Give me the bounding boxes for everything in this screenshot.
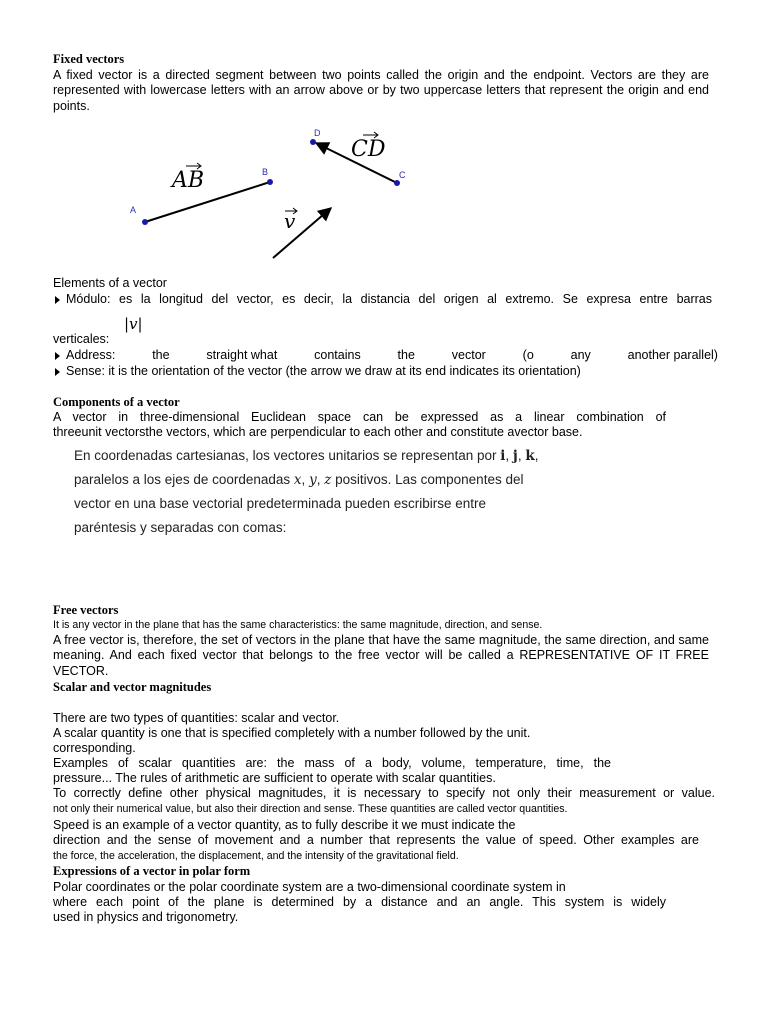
vector-ab-arrow xyxy=(145,182,270,222)
unit-vector-j: j xyxy=(512,448,518,464)
verticales-text: verticales: xyxy=(53,332,110,346)
scalar-line10: the force, the acceleration, the displacement, and the intensity of the gravitational field. xyxy=(53,850,459,862)
components-heading: Components of a vector xyxy=(53,395,180,409)
point-a xyxy=(142,219,148,225)
polar-heading: Expressions of a vector in polar form xyxy=(53,864,251,878)
point-c xyxy=(394,180,400,186)
axis-z: z xyxy=(324,472,332,488)
unit-vector-i: i xyxy=(500,448,506,464)
scalar-heading: Scalar and vector magnitudes xyxy=(53,680,212,694)
vector-v-arrow xyxy=(273,208,331,258)
cartesian-line2: paralelos a los ejes de coordenadas x, y, z positivos. Las componentes del xyxy=(74,472,524,488)
modulo-math: |v| xyxy=(124,315,143,333)
components-line1: A vector in three-dimensional Euclidean space can be expressed as a linear combination of xyxy=(53,410,666,424)
scalar-line1: There are two types of quantities: scalar and vector. xyxy=(53,711,340,725)
math-cd-label: CD xyxy=(351,137,386,162)
address-label: Address: xyxy=(66,348,116,362)
bullet-modulo xyxy=(55,292,712,307)
fixed-vectors-paragraph: A fixed vector is a directed segment between two points called the origin and the endpoint. Vectors are they are represented with lowercase letters with an arrow above or by two uppercase letters that represent the origin and end points. xyxy=(53,68,709,113)
cartesian-text: positivos. Las componentes del xyxy=(335,472,524,487)
polar-line2: where each point of the plane is determined by a distance and an angle. This system is widely xyxy=(53,895,666,909)
cartesian-text: paralelos a los ejes de coordenadas xyxy=(74,472,291,487)
address-word: contains xyxy=(314,348,361,362)
free-vectors-paragraph: A free vector is, therefore, the set of vectors in the plane that have the same magnitude, the same direction, and same meaning. And each fixed vector that belongs to the free vector will be called a REPRESENTATIVE OF IT FREE VECTOR. xyxy=(53,633,709,678)
address-word: any xyxy=(570,348,591,362)
point-d xyxy=(310,139,316,145)
cartesian-text: En coordenadas cartesianas, los vectores unitarios se representan por xyxy=(74,448,497,463)
free-vectors-line1: It is any vector in the plane that has the same characteristics: the same magnitude, direction, and sense. xyxy=(53,619,543,631)
scalar-line7: not only their numerical value, but also their direction and sense. These quantities are called vector quantities. xyxy=(53,803,568,815)
cartesian-line3: vector en una base vectorial predeterminada pueden escribirse entre xyxy=(74,496,486,511)
unit-vector-k: k xyxy=(525,448,535,464)
bullet-modulo-text: Módulo: es la longitud del vector, es decir, la distancia del origen al extremo. Se expresa entre barras xyxy=(66,292,712,306)
polar-line3: used in physics and trigonometry. xyxy=(53,910,239,924)
point-b xyxy=(267,179,273,185)
bullet-sense xyxy=(55,364,719,379)
scalar-line3: corresponding. xyxy=(53,741,136,755)
scalar-line9: direction and the sense of movement and a number that represents the value of speed. Other examples are xyxy=(53,833,699,847)
address-word: straight what xyxy=(206,348,278,362)
free-vectors-heading: Free vectors xyxy=(53,603,119,617)
components-line2: threeunit vectorsthe vectors, which are perpendicular to each other and constitute avector base. xyxy=(53,425,583,439)
cartesian-line1: En coordenadas cartesianas, los vectores unitarios se representan por i, j, k, xyxy=(74,448,539,464)
math-ab-label: AB xyxy=(172,168,205,193)
address-word: (o xyxy=(522,348,534,362)
bullet-address xyxy=(55,348,718,363)
axis-x: x xyxy=(293,472,302,488)
point-c-label: C xyxy=(399,170,406,180)
scalar-line8: Speed is an example of a vector quantity, as to fully describe it we must indicate the xyxy=(53,818,516,832)
vector-figure xyxy=(0,0,768,280)
point-d-label: D xyxy=(314,128,321,138)
scalar-line2: A scalar quantity is one that is specified completely with a number followed by the unit. xyxy=(53,726,531,740)
cartesian-line4: paréntesis y separadas con comas: xyxy=(74,520,287,535)
elements-title: Elements of a vector xyxy=(53,276,167,290)
polar-line1: Polar coordinates or the polar coordinate system are a two-dimensional coordinate system in xyxy=(53,880,566,894)
scalar-line5: pressure... The rules of arithmetic are sufficient to operate with scalar quantities. xyxy=(53,771,496,785)
address-word: the xyxy=(152,348,170,362)
bullet-sense-text: Sense: it is the orientation of the vector (the arrow we draw at its end indicates its orientation) xyxy=(66,364,581,378)
math-v-label: v xyxy=(284,209,296,233)
scalar-line6: To correctly define other physical magnitudes, it is necessary to specify not only their measurement or value. xyxy=(53,786,715,800)
point-a-label: A xyxy=(130,205,137,215)
axis-y: y xyxy=(309,472,317,488)
point-b-label: B xyxy=(262,167,269,177)
scalar-line4: Examples of scalar quantities are: the mass of a body, volume, temperature, time, the xyxy=(53,756,611,770)
bullet-triangle-icon xyxy=(55,368,60,376)
address-word: another parallel) xyxy=(627,348,718,362)
address-word: the xyxy=(397,348,415,362)
bullet-triangle-icon xyxy=(55,352,60,360)
address-word: vector xyxy=(451,348,486,362)
bullet-triangle-icon xyxy=(55,296,60,304)
fixed-vectors-heading: Fixed vectors xyxy=(53,52,125,66)
